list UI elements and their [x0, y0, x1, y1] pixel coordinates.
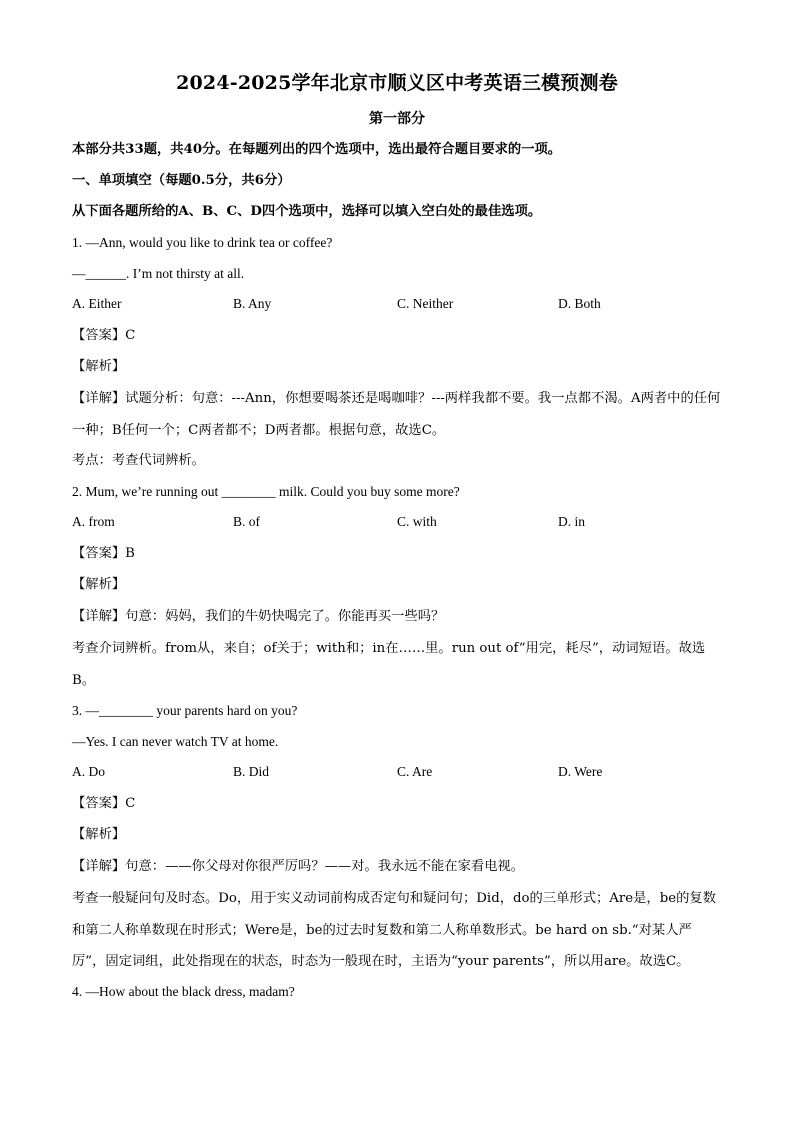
q4-stem: 4. —How about the black dress, madam?	[72, 984, 295, 999]
q1-stem: 1. —Ann, would you like to drink tea or coffee?	[72, 235, 333, 250]
q2-option-a: A. from	[72, 514, 115, 529]
part-heading: 第一部分	[369, 111, 425, 127]
q2-analysis-label: 【解析】	[72, 577, 126, 592]
q2-option-b: B. of	[233, 514, 260, 529]
q1-note: 考点：考查代词辨析。	[72, 453, 205, 468]
section-heading: 一、单项填空（每题0.5分，共6分）	[72, 173, 291, 188]
q3-option-c: C. Are	[397, 764, 433, 779]
q3-option-d: D. Were	[558, 764, 603, 779]
q1-analysis-label: 【解析】	[72, 359, 126, 374]
q1-option-a: A. Either	[72, 296, 122, 311]
q3-option-b: B. Did	[233, 764, 270, 779]
q1-option-b: B. Any	[233, 296, 272, 311]
q2-option-c: C. with	[397, 514, 437, 529]
q3-note: 考查一般疑问句及时态。Do，用于实义动词前构成否定句和疑问句；Did，do的三单形式；Are是，be的复数和第二人称单数现在时形式；Were是，be的过去时复数和第二人称单数形式。be hard on sb.“对某人严厉”，固定词组，此处指现在的状态，时态为一般现在时，主语为“your parents”，所以用are。故选C。	[72, 891, 716, 969]
part-intro: 本部分共33题，共40分。在每题列出的四个选项中，选出最符合题目要求的一项。	[72, 142, 562, 157]
q1-option-c: C. Neither	[397, 296, 454, 311]
q3-answer: 【答案】C	[72, 796, 136, 811]
q3-option-a: A. Do	[72, 764, 105, 779]
section-instructions: 从下面各题所给的A、B、C、D四个选项中，选择可以填入空白处的最佳选项。	[72, 204, 542, 219]
q1-reply: —______. I’m not thirsty at all.	[72, 266, 245, 281]
q3-detail: 【详解】句意：——你父母对你很严厉吗？——对。我永远不能在家看电视。	[72, 859, 525, 874]
q2-stem: 2. Mum, we’re running out ________ milk. Could you buy some more?	[72, 484, 460, 499]
q1-answer: 【答案】C	[72, 328, 136, 343]
q1-option-d: D. Both	[558, 296, 601, 311]
q2-note: 考查介词辨析。from从，来自；of关于；with和；in在……里。run out of“用完，耗尽”，动词短语。故选B。	[72, 641, 706, 688]
q2-option-d: D. in	[558, 514, 585, 529]
q3-reply: —Yes. I can never watch TV at home.	[72, 734, 279, 749]
q2-answer: 【答案】B	[72, 546, 135, 561]
q3-analysis-label: 【解析】	[72, 827, 126, 842]
q2-detail: 【详解】句意：妈妈，我们的牛奶快喝完了。你能再买一些吗？	[72, 609, 445, 624]
q3-stem: 3. —________ your parents hard on you?	[72, 703, 298, 718]
page-title: 2024-2025学年北京市顺义区中考英语三模预测卷	[176, 72, 618, 94]
q1-detail: 【详解】试题分析：句意：---Ann，你想要喝茶还是喝咖啡？---两样我都不要。我一点都不渴。A两者中的任何一种；B任何一个；C两者都不；D两者都。根据句意，故选C。	[72, 391, 721, 438]
